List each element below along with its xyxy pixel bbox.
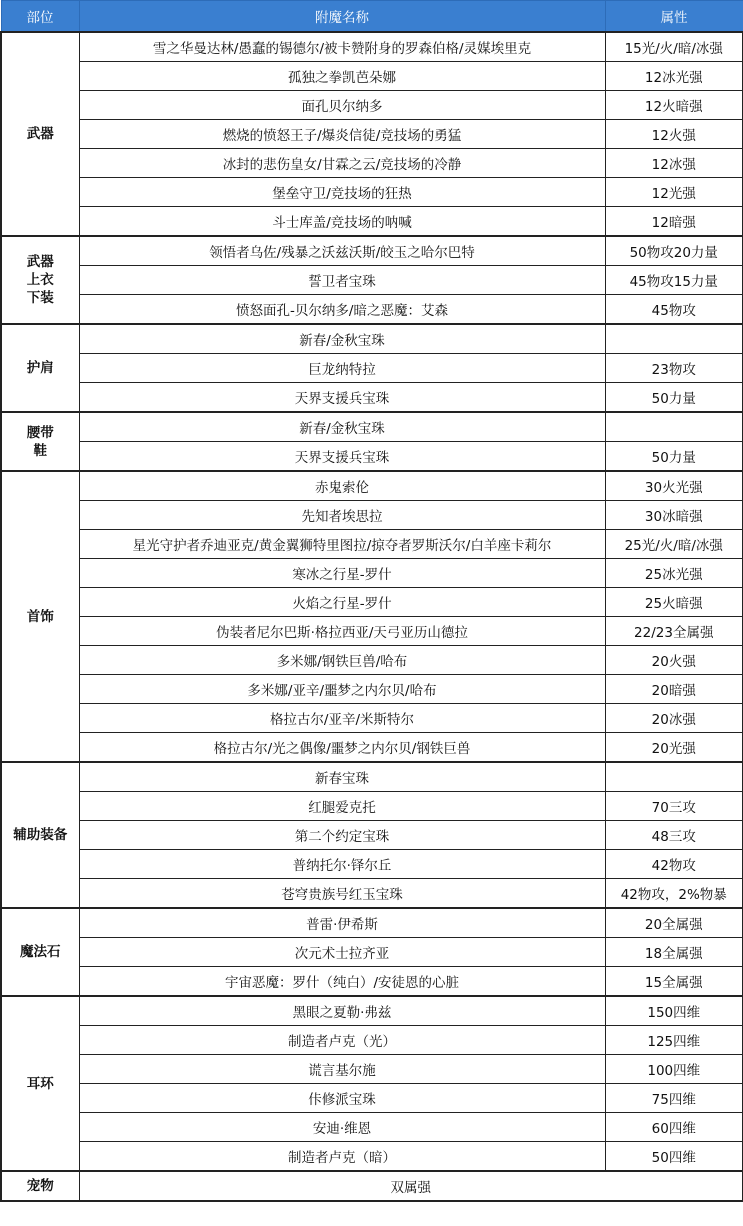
table-row xyxy=(1,471,743,501)
enchant-name-cell: 普纳托尔·铎尔丘 xyxy=(79,850,605,879)
enchant-name-cell: 佧修派宝珠 xyxy=(79,1084,605,1113)
enchant-name-cell: 第二个约定宝珠 xyxy=(79,821,605,850)
table-row xyxy=(1,1142,743,1172)
attribute-cell: 12暗强 xyxy=(605,207,743,237)
pet-value-cell: 双属强 xyxy=(79,1171,743,1201)
enchant-name-cell: 堡垒守卫/竞技场的狂热 xyxy=(79,178,605,207)
enchant-name-cell: 新春/金秋宝珠 xyxy=(79,324,605,354)
enchant-name-cell: 领悟者乌佐/残暴之沃兹沃斯/皎玉之哈尔巴特 xyxy=(79,236,605,266)
header-name: 附魔名称 xyxy=(79,1,605,33)
enchant-name-cell: 天界支援兵宝珠 xyxy=(79,383,605,413)
header-row xyxy=(1,1,743,33)
table-row xyxy=(1,149,743,178)
table-row xyxy=(1,354,743,383)
attribute-cell: 50力量 xyxy=(605,442,743,472)
attribute-cell: 20光强 xyxy=(605,733,743,763)
enchant-name-cell: 新春/金秋宝珠 xyxy=(79,412,605,442)
enchant-name-cell: 赤鬼索伦 xyxy=(79,471,605,501)
attribute-cell: 25光/火/暗/冰强 xyxy=(605,530,743,559)
enchant-name-cell: 雪之华曼达林/愚蠢的锡德尔/被卡赞附身的罗森伯格/灵媒埃里克 xyxy=(79,32,605,62)
attribute-cell: 45物攻 xyxy=(605,295,743,325)
attribute-cell xyxy=(605,762,743,792)
pet-row xyxy=(1,1171,743,1201)
enchant-name-cell: 誓卫者宝珠 xyxy=(79,266,605,295)
attribute-cell: 60四维 xyxy=(605,1113,743,1142)
attribute-cell: 12冰光强 xyxy=(605,62,743,91)
enchant-name-cell: 面孔贝尔纳多 xyxy=(79,91,605,120)
table-row xyxy=(1,704,743,733)
table-row xyxy=(1,178,743,207)
enchant-name-cell: 红腿爱克托 xyxy=(79,792,605,821)
enchant-name-cell: 普雷·伊希斯 xyxy=(79,908,605,938)
attribute-cell: 23物攻 xyxy=(605,354,743,383)
table-row xyxy=(1,236,743,266)
enchant-name-cell: 火焰之行星-罗什 xyxy=(79,588,605,617)
enchant-name-cell: 安迪·维恩 xyxy=(79,1113,605,1142)
enchant-name-cell: 宇宙恶魔：罗什（纯白）/安徒恩的心脏 xyxy=(79,967,605,997)
enchant-name-cell: 谎言基尔施 xyxy=(79,1055,605,1084)
enchant-name-cell: 格拉古尔/亚辛/米斯特尔 xyxy=(79,704,605,733)
table-row xyxy=(1,91,743,120)
part-cell: 腰带 鞋 xyxy=(1,412,79,471)
attribute-cell xyxy=(605,412,743,442)
part-cell: 武器 xyxy=(1,32,79,236)
enchant-name-cell: 格拉古尔/光之偶像/噩梦之内尔贝/钢铁巨兽 xyxy=(79,733,605,763)
table-row xyxy=(1,412,743,442)
table-row xyxy=(1,1026,743,1055)
enchant-name-cell: 寒冰之行星-罗什 xyxy=(79,559,605,588)
part-cell: 魔法石 xyxy=(1,908,79,996)
table-row xyxy=(1,908,743,938)
attribute-cell: 125四维 xyxy=(605,1026,743,1055)
attribute-cell: 12光强 xyxy=(605,178,743,207)
attribute-cell: 42物攻，2%物暴 xyxy=(605,879,743,909)
table-body xyxy=(1,32,743,1201)
table-row xyxy=(1,530,743,559)
table-row xyxy=(1,266,743,295)
table-row xyxy=(1,324,743,354)
header-part: 部位 xyxy=(1,1,79,33)
enchant-name-cell: 制造者卢克（暗） xyxy=(79,1142,605,1172)
part-cell: 宠物 xyxy=(1,1171,79,1201)
attribute-cell: 12火强 xyxy=(605,120,743,149)
attribute-cell: 18全属强 xyxy=(605,938,743,967)
table-row xyxy=(1,967,743,997)
attribute-cell: 45物攻15力量 xyxy=(605,266,743,295)
table-row xyxy=(1,646,743,675)
enchant-name-cell: 巨龙纳特拉 xyxy=(79,354,605,383)
table-row xyxy=(1,821,743,850)
table-row xyxy=(1,762,743,792)
attribute-cell: 42物攻 xyxy=(605,850,743,879)
enchant-name-cell: 制造者卢克（光） xyxy=(79,1026,605,1055)
table-row xyxy=(1,383,743,413)
attribute-cell: 30冰暗强 xyxy=(605,501,743,530)
attribute-cell: 25火暗强 xyxy=(605,588,743,617)
attribute-cell: 25冰光强 xyxy=(605,559,743,588)
attribute-cell: 20全属强 xyxy=(605,908,743,938)
enchant-name-cell: 斗士库盖/竞技场的呐喊 xyxy=(79,207,605,237)
enchant-name-cell: 多米娜/钢铁巨兽/哈布 xyxy=(79,646,605,675)
enchant-name-cell: 冰封的悲伤皇女/甘霖之云/竞技场的冷静 xyxy=(79,149,605,178)
attribute-cell: 100四维 xyxy=(605,1055,743,1084)
attribute-cell xyxy=(605,324,743,354)
enchant-name-cell: 天界支援兵宝珠 xyxy=(79,442,605,472)
table-row xyxy=(1,996,743,1026)
attribute-cell: 20冰强 xyxy=(605,704,743,733)
table-row xyxy=(1,617,743,646)
table-row xyxy=(1,879,743,909)
attribute-cell: 70三攻 xyxy=(605,792,743,821)
enchant-name-cell: 次元术士拉齐亚 xyxy=(79,938,605,967)
enchant-name-cell: 苍穹贵族号红玉宝珠 xyxy=(79,879,605,909)
enchant-name-cell: 新春宝珠 xyxy=(79,762,605,792)
attribute-cell: 15光/火/暗/冰强 xyxy=(605,32,743,62)
enchant-name-cell: 孤独之拳凯芭朵娜 xyxy=(79,62,605,91)
attribute-cell: 22/23全属强 xyxy=(605,617,743,646)
table-row xyxy=(1,675,743,704)
enchant-name-cell: 先知者埃思拉 xyxy=(79,501,605,530)
table-row xyxy=(1,501,743,530)
attribute-cell: 20火强 xyxy=(605,646,743,675)
table-row xyxy=(1,207,743,237)
part-cell: 辅助装备 xyxy=(1,762,79,908)
attribute-cell: 50物攻20力量 xyxy=(605,236,743,266)
table-row xyxy=(1,850,743,879)
table-row xyxy=(1,559,743,588)
table-row xyxy=(1,792,743,821)
enchant-name-cell: 黑眼之夏勒·弗兹 xyxy=(79,996,605,1026)
table-row xyxy=(1,1084,743,1113)
table-row xyxy=(1,938,743,967)
attribute-cell: 48三攻 xyxy=(605,821,743,850)
part-cell: 武器 上衣 下装 xyxy=(1,236,79,324)
attribute-cell: 20暗强 xyxy=(605,675,743,704)
table-row xyxy=(1,1055,743,1084)
table-row xyxy=(1,1113,743,1142)
part-cell: 首饰 xyxy=(1,471,79,762)
table-row xyxy=(1,588,743,617)
table-row xyxy=(1,32,743,62)
attribute-cell: 75四维 xyxy=(605,1084,743,1113)
attribute-cell: 12冰强 xyxy=(605,149,743,178)
table-row xyxy=(1,442,743,472)
table-row xyxy=(1,120,743,149)
enchant-name-cell: 愤怒面孔-贝尔纳多/暗之恶魔：艾森 xyxy=(79,295,605,325)
enchant-name-cell: 多米娜/亚辛/噩梦之内尔贝/哈布 xyxy=(79,675,605,704)
attribute-cell: 30火光强 xyxy=(605,471,743,501)
header-attr: 属性 xyxy=(605,1,743,33)
table-row xyxy=(1,295,743,325)
part-cell: 耳环 xyxy=(1,996,79,1171)
table-row xyxy=(1,733,743,763)
attribute-cell: 50力量 xyxy=(605,383,743,413)
enchant-name-cell: 燃烧的愤怒王子/爆炎信徒/竞技场的勇猛 xyxy=(79,120,605,149)
enchant-name-cell: 星光守护者乔迪亚克/黄金翼狮特里图拉/掠夺者罗斯沃尔/白羊座卡莉尔 xyxy=(79,530,605,559)
table-row xyxy=(1,62,743,91)
attribute-cell: 15全属强 xyxy=(605,967,743,997)
attribute-cell: 50四维 xyxy=(605,1142,743,1172)
attribute-cell: 150四维 xyxy=(605,996,743,1026)
part-cell: 护肩 xyxy=(1,324,79,412)
attribute-cell: 12火暗强 xyxy=(605,91,743,120)
enchant-name-cell: 伪装者尼尔巴斯·格拉西亚/天弓亚历山德拉 xyxy=(79,617,605,646)
